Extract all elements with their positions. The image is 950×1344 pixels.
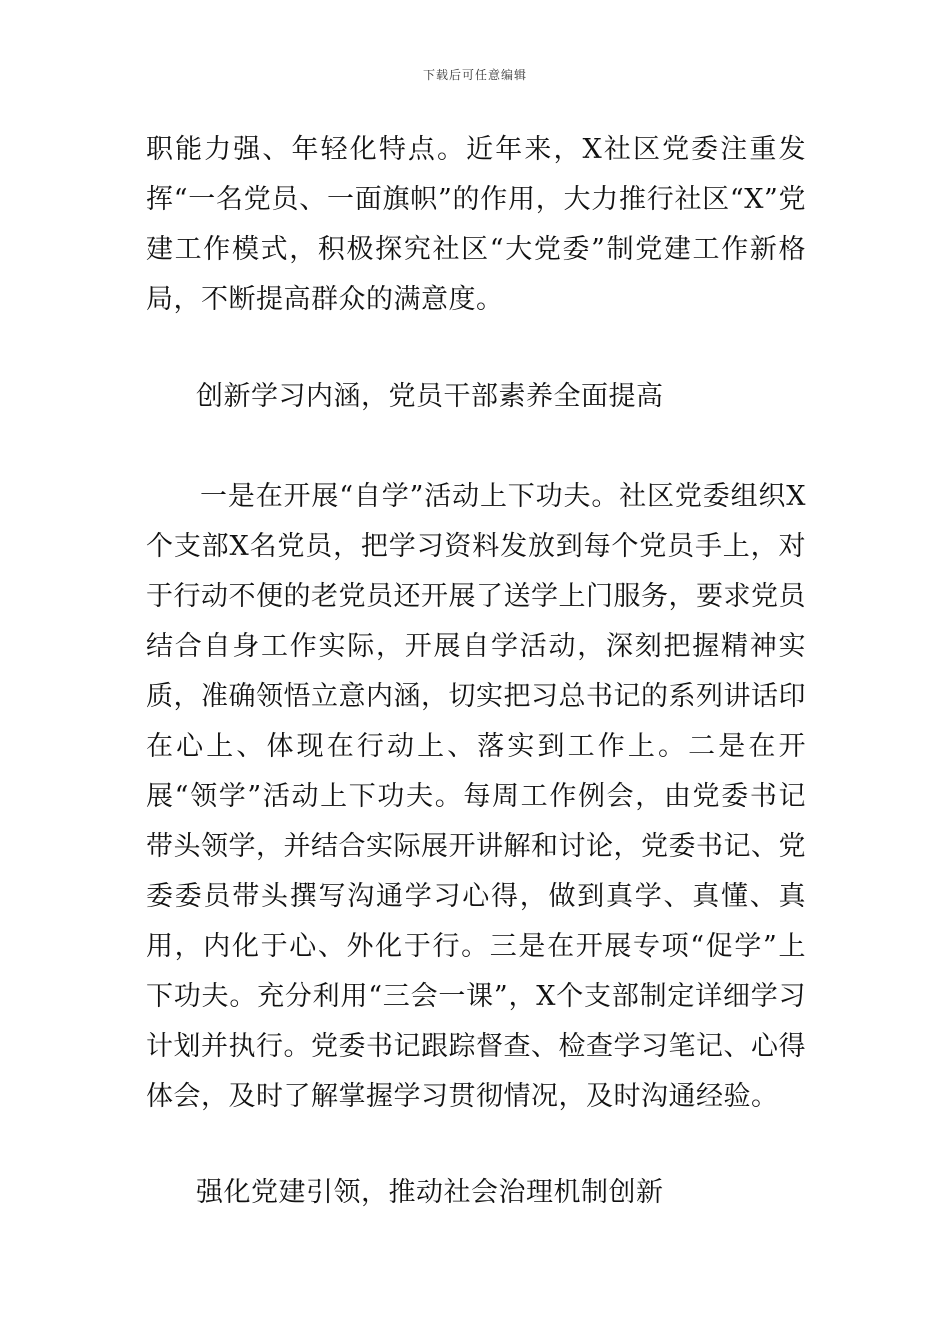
header-note: 下载后可任意编辑 [422,68,527,82]
body-paragraph: 一是在开展“自学”活动上下功夫。社区党委组织X个支部X名党员，把学习资料发放到每个党员手上，对于行动不便的老党员还开展了送学上门服务，要求党员结合自身工作实际，开展自学活动，深刻把握精神实质，准确领悟立意内涵，切实把习总书记的系列讲话印在心上、体现在行动上、落实到工作上。二是在开展“领学”活动上下功夫。每周工作例会，由党委书记带头领学，并结合实际展开讲解和讨论，党委书记、党委委员带头撰写沟通学习心得，做到真学、真懂、真用，内化于心、外化于行。三是在开展专项“促学”上下功夫。充分利用“三会一课”，X个支部制定详细学习计划并执行。党委书记跟踪督查、检查学习笔记、心得体会，及时了解掌握学习贯彻情况，及时沟通经验。 [146,481,806,1112]
body-paragraph: 职能力强、年轻化特点。近年来，X社区党委注重发挥“一名党员、一面旗帜”的作用，大力推行社区“X”党建工作模式，积极探究社区“大党委”制党建工作新格局，不断提高群众的满意度。 [146,134,806,315]
section-heading: 强化党建引领，推动社会治理机制创新 [196,1177,664,1208]
section-heading: 创新学习内涵，党员干部素养全面提高 [196,381,664,412]
